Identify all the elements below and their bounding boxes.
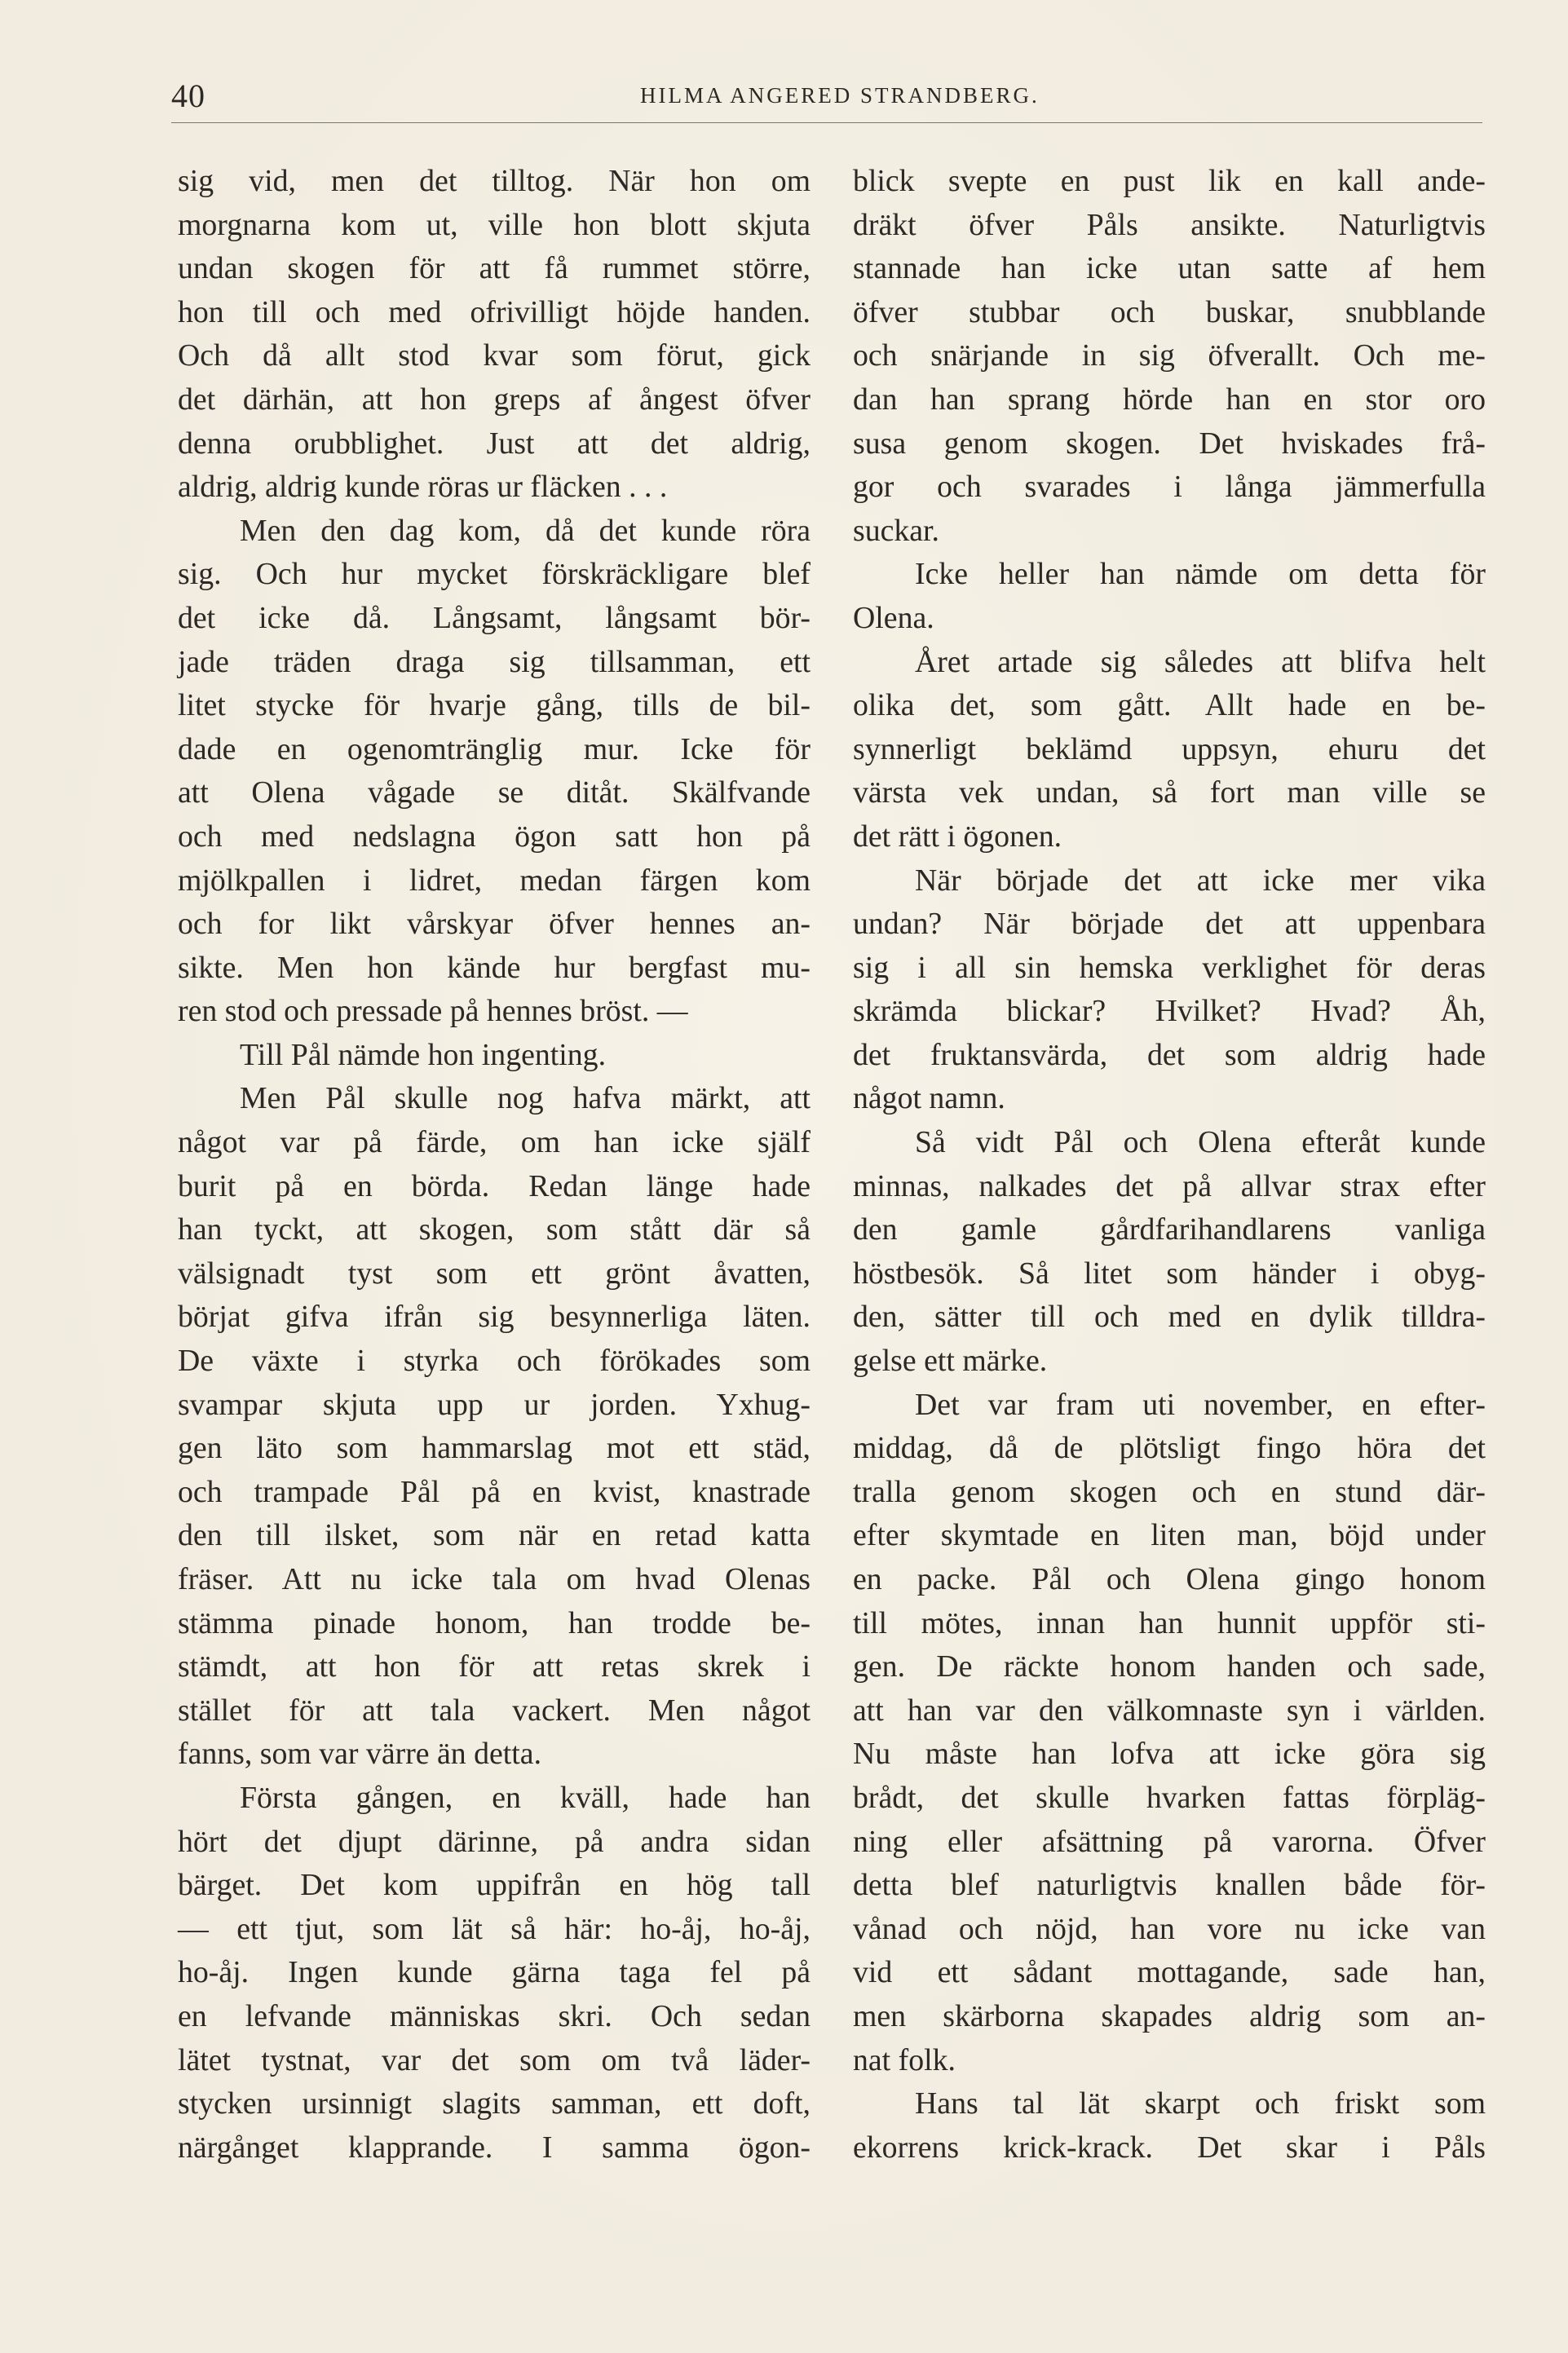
text-line: gen läto som hammarslag mot ett städ, xyxy=(178,1431,811,1466)
text-line: olika det, som gått. Allt hade en be- xyxy=(853,688,1486,723)
text-line: och med nedslagna ögon satt hon på xyxy=(178,819,811,854)
text-line: ekorrens krick-krack. Det skar i Påls xyxy=(853,2130,1486,2165)
text-line: synnerligt beklämd uppsyn, ehuru det xyxy=(853,731,1486,766)
text-line: bärget. Det kom uppifrån en hög tall xyxy=(178,1868,811,1903)
text-line: undan skogen för att få rummet större, xyxy=(178,251,811,286)
text-line: gor och svarades i långa jämmerfulla xyxy=(853,470,1486,505)
text-line: sikte. Men hon kände hur bergfast mu- xyxy=(178,950,811,985)
text-line: det därhän, att hon greps af ångest öfver xyxy=(178,382,811,417)
text-line: tralla genom skogen och en stund där- xyxy=(853,1474,1486,1509)
text-line: nat folk. xyxy=(853,2042,956,2077)
text-line: skrämda blickar? Hvilket? Hvad? Åh, xyxy=(853,994,1486,1029)
text-line: efter skymtade en liten man, böjd under xyxy=(853,1518,1486,1553)
text-line: sig vid, men det tilltog. När hon om xyxy=(178,164,811,198)
text-line: dan han sprang hörde han en stor oro xyxy=(853,382,1486,417)
text-line: svampar skjuta upp ur jorden. Yxhug- xyxy=(178,1387,811,1422)
text-line: välsignadt tyst som ett grönt åvatten, xyxy=(178,1256,811,1291)
text-line: börjat gifva ifrån sig besynnerliga läten. xyxy=(178,1300,811,1335)
text-line: De växte i styrka och förökades som xyxy=(178,1344,811,1379)
text-line: Så vidt Pål och Olena efteråt kunde xyxy=(915,1125,1486,1160)
text-line: vid ett sådant mottagande, sade han, xyxy=(853,1955,1486,1990)
text-line: mjölkpallen i lidret, medan färgen kom xyxy=(178,863,811,898)
text-line: minnas, nalkades det på allvar strax efter xyxy=(853,1168,1486,1203)
text-line: ho-åj. Ingen kunde gärna taga fel på xyxy=(178,1955,811,1990)
text-line: Första gången, en kväll, hade han xyxy=(240,1780,811,1815)
text-line: suckar. xyxy=(853,513,940,548)
page-header xyxy=(171,70,1482,119)
text-line: Året artade sig således att blifva helt xyxy=(915,644,1486,679)
text-line: undan? När började det att uppenbara xyxy=(853,907,1486,942)
text-line: att han var den välkomnaste syn i världen. xyxy=(853,1693,1486,1728)
text-line: den, sätter till och med en dylik tilldra- xyxy=(853,1300,1486,1335)
text-line: han tyckt, att skogen, som stått där så xyxy=(178,1212,811,1247)
text-line: och snärjande in sig öfverallt. Och me- xyxy=(853,338,1486,373)
text-line: middag, då de plötsligt fingo höra det xyxy=(853,1431,1486,1466)
left-text-column xyxy=(178,160,811,2170)
text-line: något namn. xyxy=(853,1081,1005,1116)
text-line: blick svepte en pust lik en kall ande- xyxy=(853,164,1486,198)
text-line: aldrig, aldrig kunde röras ur fläcken . . . xyxy=(178,470,668,505)
text-line: den till ilsket, som när en retad katta xyxy=(178,1518,811,1553)
text-line: När började det att icke mer vika xyxy=(915,863,1486,898)
text-line: fanns, som var värre än detta. xyxy=(178,1737,542,1772)
text-line: burit på en börda. Redan länge hade xyxy=(178,1168,811,1203)
text-line: närgånget klapprande. I samma ögon- xyxy=(178,2130,811,2165)
text-line: ning eller afsättning på varorna. Öfver xyxy=(853,1824,1486,1859)
header-rule xyxy=(171,122,1482,123)
text-line: en lefvande människas skri. Och sedan xyxy=(178,1998,811,2033)
text-line: sig i all sin hemska verklighet för deras xyxy=(853,950,1486,985)
text-line: stämdt, att hon för att retas skrek i xyxy=(178,1649,811,1684)
text-line: lätet tystnat, var det som om två läder- xyxy=(178,2042,811,2077)
text-line: det icke då. Långsamt, långsamt bör- xyxy=(178,600,811,635)
text-line: Men den dag kom, då det kunde röra xyxy=(240,513,811,548)
text-line: en packe. Pål och Olena gingo honom xyxy=(853,1562,1486,1596)
text-line: Det var fram uti november, en efter- xyxy=(915,1387,1486,1422)
text-line: gen. De räckte honom handen och sade, xyxy=(853,1649,1486,1684)
text-line: ren stod och pressade på hennes bröst. — xyxy=(178,994,688,1029)
text-line: det fruktansvärda, det som aldrig hade xyxy=(853,1037,1486,1072)
text-line: denna orubblighet. Just att det aldrig, xyxy=(178,426,811,461)
text-line: hört det djupt därinne, på andra sidan xyxy=(178,1824,811,1859)
text-line: gelse ett märke. xyxy=(853,1344,1048,1379)
text-line: Hans tal lät skarpt och friskt som xyxy=(915,2086,1486,2121)
text-line: den gamle gårdfarihandlarens vanliga xyxy=(853,1212,1486,1247)
text-line: Nu måste han lofva att icke göra sig xyxy=(853,1737,1486,1772)
text-line: det rätt i ögonen. xyxy=(853,819,1062,854)
text-line: stannade han icke utan satte af hem xyxy=(853,251,1486,286)
text-line: Olena. xyxy=(853,600,934,635)
text-line: till mötes, innan han hunnit uppför sti- xyxy=(853,1605,1486,1640)
text-line: detta blef naturligtvis knallen både för- xyxy=(853,1868,1486,1903)
text-line: hon till och med ofrivilligt höjde handen. xyxy=(178,294,811,329)
text-line: stämma pinade honom, han trodde be- xyxy=(178,1605,811,1640)
text-line: morgnarna kom ut, ville hon blott skjuta xyxy=(178,207,811,242)
text-line: Till Pål nämde hon ingenting. xyxy=(240,1037,607,1072)
text-line: något var på färde, om han icke själf xyxy=(178,1125,811,1160)
text-line: brådt, det skulle hvarken fattas förpläg- xyxy=(853,1780,1486,1815)
text-line: Och då allt stod kvar som förut, gick xyxy=(178,338,811,373)
running-head: HILMA ANGERED STRANDBERG. xyxy=(640,83,1040,108)
text-line: dräkt öfver Påls ansikte. Naturligtvis xyxy=(853,207,1486,242)
text-line: stället för att tala vackert. Men något xyxy=(178,1693,811,1728)
text-line: sig. Och hur mycket förskräckligare blef xyxy=(178,557,811,592)
page-number: 40 xyxy=(171,77,205,114)
right-text-column xyxy=(853,160,1486,2170)
text-line: att Olena vågade se ditåt. Skälfvande xyxy=(178,775,811,810)
text-line: höstbesök. Så litet som händer i obyg- xyxy=(853,1256,1486,1291)
text-line: jade träden draga sig tillsamman, ett xyxy=(178,644,811,679)
text-line: öfver stubbar och buskar, snubblande xyxy=(853,294,1486,329)
text-line: susa genom skogen. Det hviskades frå- xyxy=(853,426,1486,461)
text-line: fräser. Att nu icke tala om hvad Olenas xyxy=(178,1562,811,1596)
text-line: litet stycke för hvarje gång, tills de bil- xyxy=(178,688,811,723)
text-line: — ett tjut, som lät så här: ho-åj, ho-åj, xyxy=(178,1911,811,1946)
text-line: och for likt vårskyar öfver hennes an- xyxy=(178,907,811,942)
text-line: Icke heller han nämde om detta för xyxy=(915,557,1486,592)
text-line: men skärborna skapades aldrig som an- xyxy=(853,1998,1486,2033)
text-line: värsta vek undan, så fort man ville se xyxy=(853,775,1486,810)
text-line: och trampade Pål på en kvist, knastrade xyxy=(178,1474,811,1509)
text-line: vånad och nöjd, han vore nu icke van xyxy=(853,1911,1486,1946)
text-line: Men Pål skulle nog hafva märkt, att xyxy=(240,1081,811,1116)
text-line: stycken ursinnigt slagits samman, ett doft, xyxy=(178,2086,811,2121)
text-line: dade en ogenomtränglig mur. Icke för xyxy=(178,731,811,766)
